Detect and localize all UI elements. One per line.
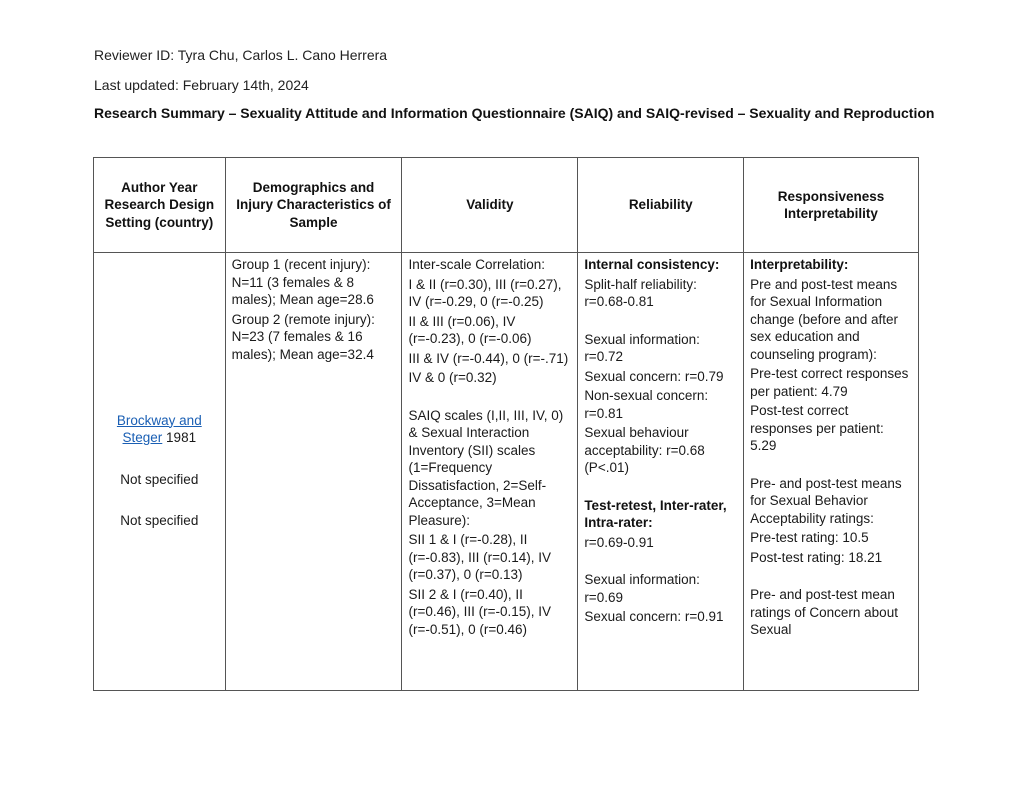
header-author-line: Author Year	[121, 179, 198, 195]
cell-demographics	[225, 253, 402, 691]
validity-line: SII 1 & I (r=-0.28), II (r=-0.83), III (r=0.14), IV (r=0.37), 0 (r=0.13)	[408, 532, 552, 582]
validity-line: SAIQ scales (I,II, III, IV, 0) & Sexual Interaction Inventory (SII) scales (1=Frequency Dissatisfaction, 2=Self-Acceptance, 3=Mean Pleasure):	[408, 407, 564, 528]
header-interpretability-line: Interpretability	[784, 206, 878, 221]
responsiveness-line: Pre-test correct responses per patient: 4.79	[750, 366, 909, 399]
responsiveness-line: Post-test correct responses per patient: 5.29	[750, 403, 884, 453]
header-demographics: Demographics and Injury Characteristics of Sample	[225, 158, 402, 253]
responsiveness-line: Pre- and post-test means for Sexual Behavior Acceptability ratings:	[750, 475, 902, 526]
reliability-line: Sexual information: r=0.69	[584, 572, 700, 605]
interpretability-heading: Interpretability:	[750, 257, 849, 272]
responsiveness-line: Pre-test rating: 10.5	[750, 530, 869, 545]
cell-author	[94, 253, 226, 691]
validity-line: Inter-scale Correlation:	[408, 257, 546, 272]
responsiveness-line: Pre and post-test means for Sexual Information change (before and after sex education and counseling program):	[750, 276, 898, 362]
responsiveness-line: Pre- and post-test mean ratings of Concern about Sexual	[750, 587, 898, 637]
table-row	[94, 253, 919, 691]
validity-line: II & III (r=0.06), IV (r=-0.23), 0 (r=-0.06)	[408, 313, 532, 346]
reliability-internal-heading: Internal consistency:	[584, 257, 720, 272]
reliability-line: Split-half reliability: r=0.68-0.81	[584, 276, 697, 309]
cell-validity	[402, 253, 578, 691]
study-year: 1981	[162, 430, 197, 445]
reliability-retest-heading: Test-retest, Inter-rater, Intra-rater:	[584, 497, 727, 530]
reliability-line: r=0.69-0.91	[584, 534, 654, 550]
author-link[interactable]: Brockway and Steger	[116, 412, 202, 445]
cell-reliability	[578, 253, 744, 691]
setting-country: Not specified	[120, 513, 199, 528]
document-title: Research Summary – Sexuality Attitude and Information Questionnaire (SAIQ) and SAIQ-revised – Sexuality and Reproduction	[94, 105, 935, 121]
reliability-line: Non-sexual concern: r=0.81	[584, 388, 709, 421]
header-design-line: Research Design	[104, 197, 215, 213]
research-summary-table	[93, 157, 919, 691]
header-author	[94, 158, 226, 253]
reliability-line: Sexual concern: r=0.91	[584, 609, 724, 624]
responsiveness-line: Post-test rating: 18.21	[750, 549, 883, 565]
header-responsiveness-line: Responsiveness	[777, 188, 885, 204]
header-setting-line: Setting (country)	[105, 214, 214, 230]
demographics-group-2: Group 2 (remote injury): N=23 (7 females & 16 males); Mean age=32.4	[231, 311, 375, 362]
demographics-group-1: Group 1 (recent injury): N=11 (3 females & 8 males); Mean age=28.6	[231, 257, 374, 307]
reliability-line: Sexual concern: r=0.79	[584, 368, 724, 384]
header-validity: Validity	[402, 158, 578, 253]
validity-line: III & IV (r=-0.44), 0 (r=-.71)	[408, 350, 569, 366]
last-updated: Last updated: February 14th, 2024	[94, 77, 309, 93]
reliability-line: Sexual information: r=0.72	[584, 331, 700, 364]
header-responsiveness	[744, 158, 919, 253]
validity-line: SII 2 & I (r=0.40), II (r=0.46), III (r=-0.15), IV (r=-0.51), 0 (r=0.46)	[408, 586, 552, 637]
research-design: Not specified	[120, 471, 199, 487]
validity-line: I & II (r=0.30), III (r=0.27), IV (r=-0.29, 0 (r=-0.25)	[408, 276, 562, 309]
reviewer-id: Reviewer ID: Tyra Chu, Carlos L. Cano Herrera	[94, 47, 388, 63]
reliability-line: Sexual behaviour acceptability: r=0.68 (P<.01)	[584, 425, 705, 475]
header-reliability: Reliability	[578, 158, 744, 253]
validity-line: IV & 0 (r=0.32)	[408, 370, 497, 385]
table-header-row	[94, 158, 919, 253]
cell-responsiveness	[744, 253, 919, 691]
